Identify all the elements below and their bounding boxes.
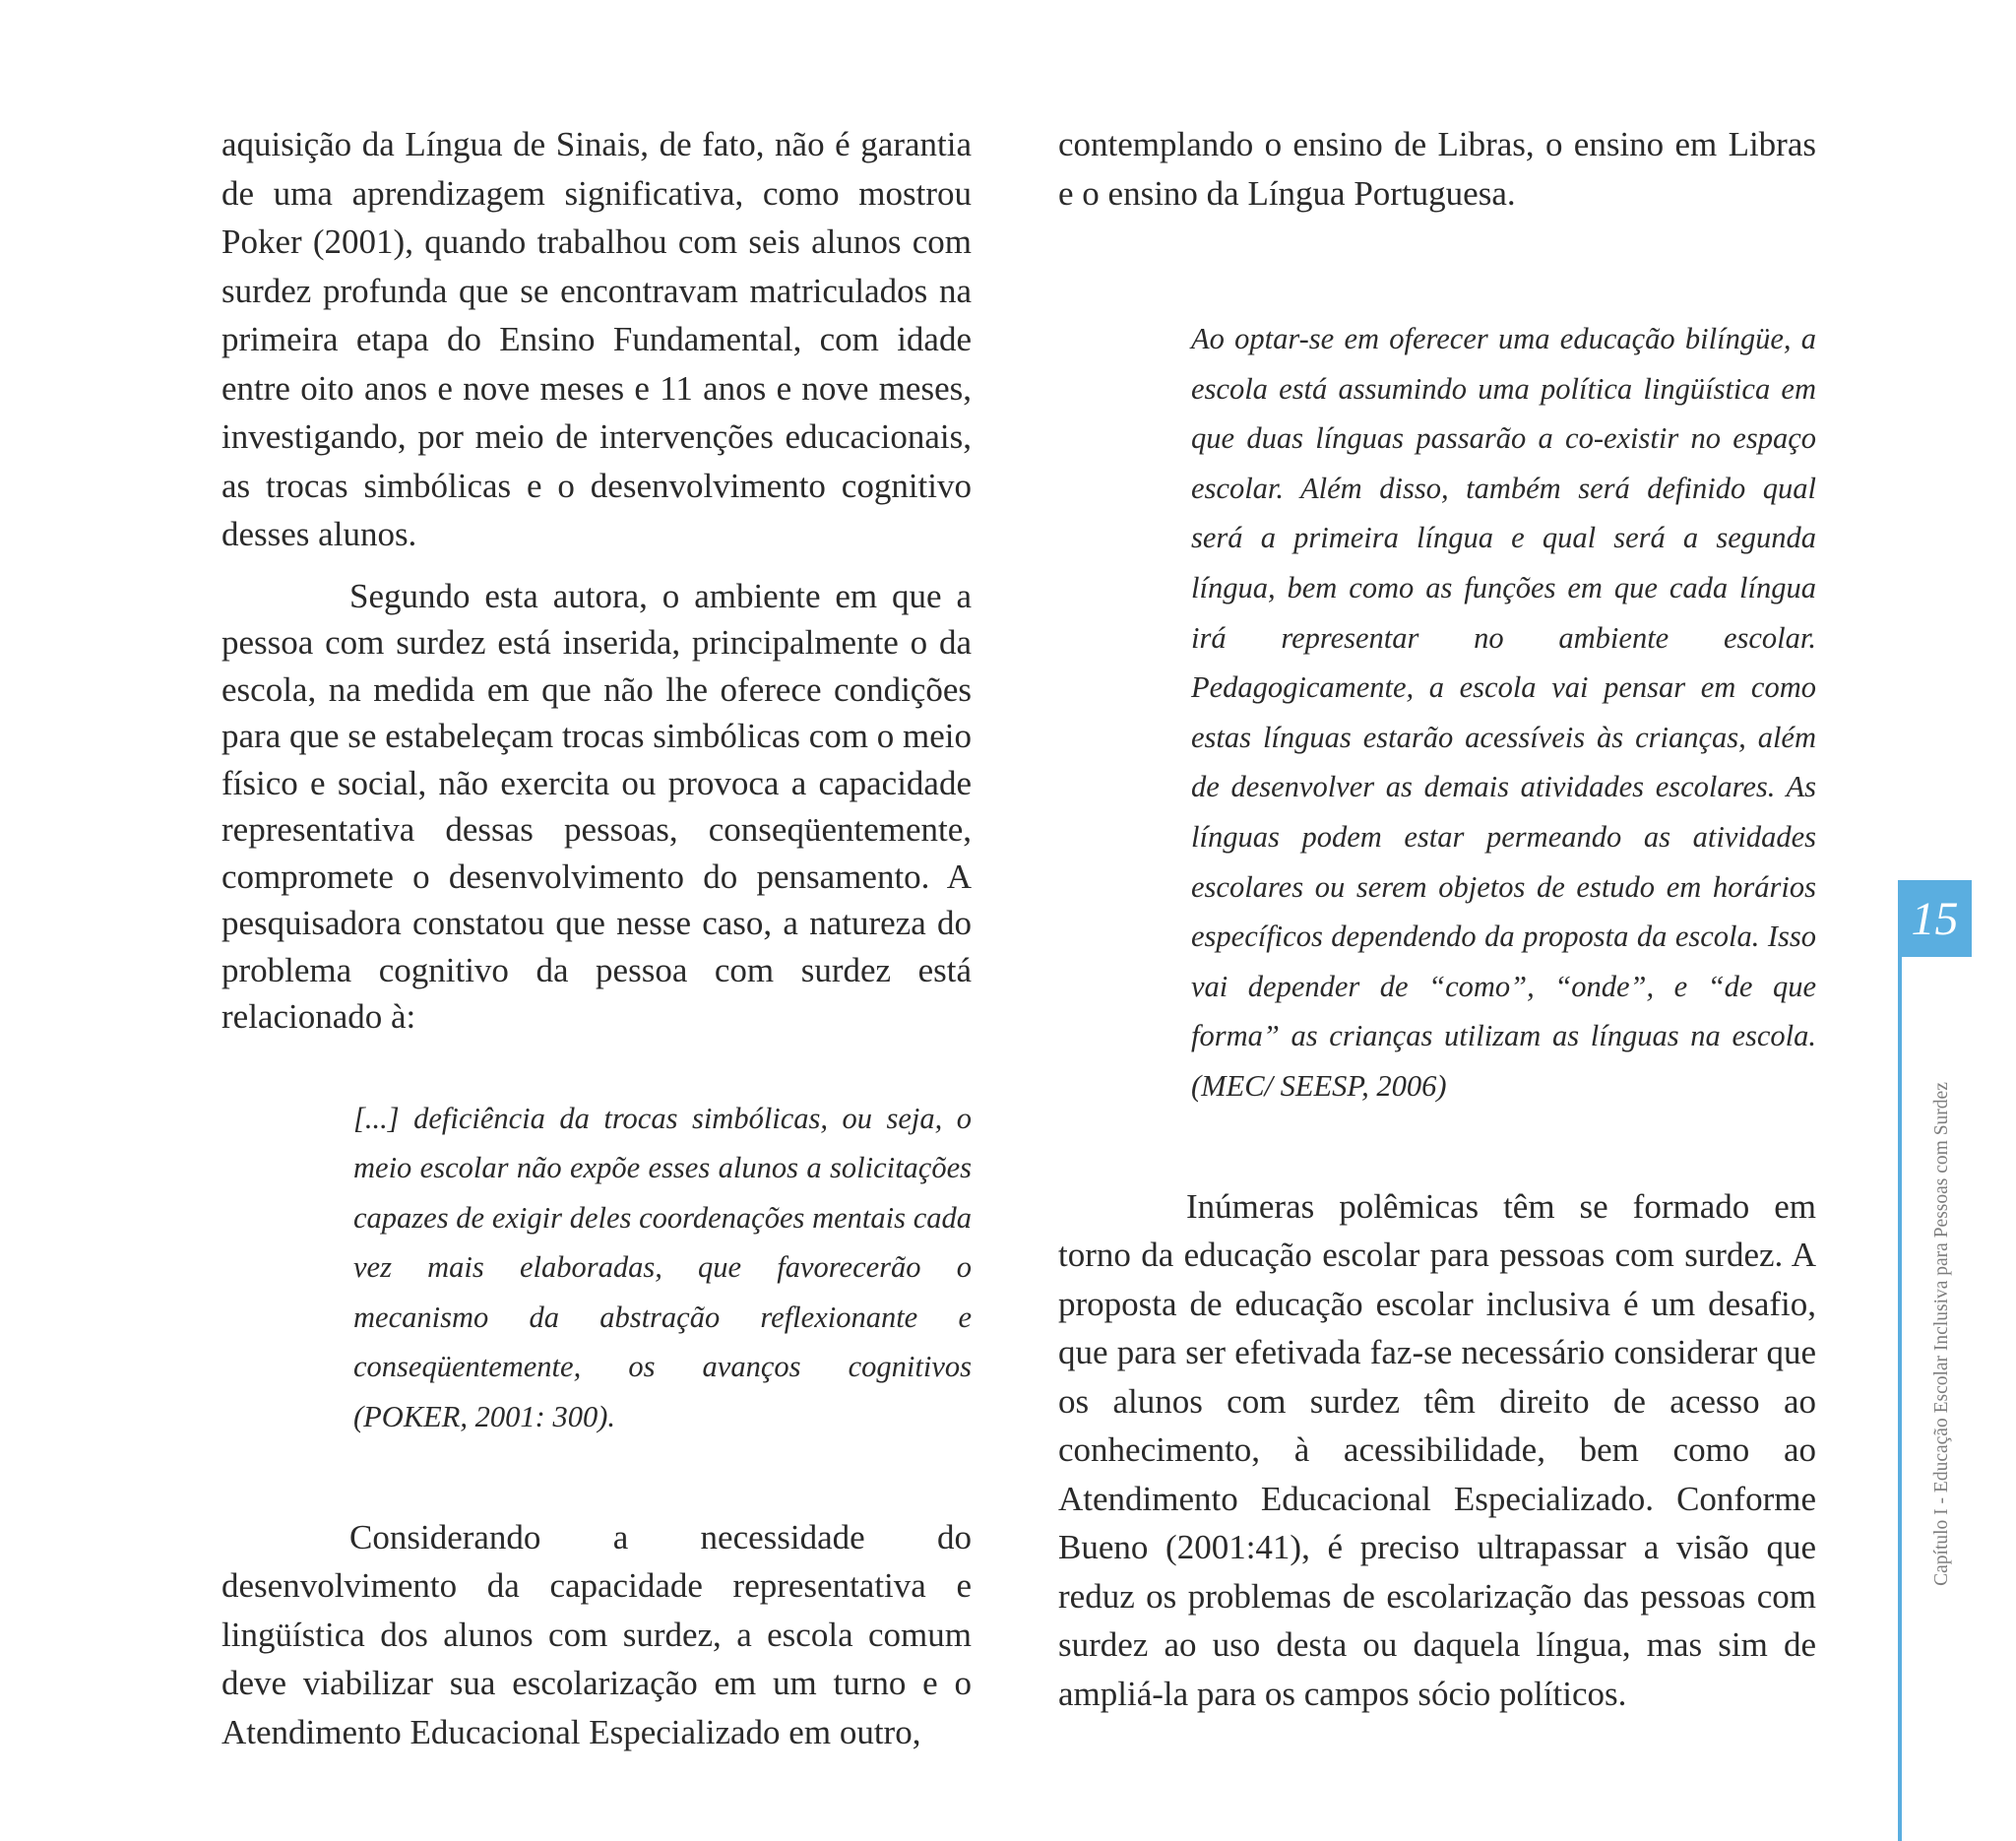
block-quote: Ao optar-se em oferecer uma educação bilíngüe, a escola está assumindo uma política lingüística em que duas línguas passarão a co-existir no espaço escolar. Além disso, também será definido qual será a primeira língua e qual será a segunda língua, bem como as funções em que cada língua irá representar no ambiente escolar. Pedagogicamente, a escola vai pensar em como estas línguas estarão acessíveis às crianças, além de desenvolver as demais atividades escolares. As línguas podem estar permeando as atividades escolares ou serem objetos de estudo em horários específicos dependendo da proposta da escola. Isso vai depender de “como”, “onde”, e “de que forma” as crianças utilizam as línguas na escola. (MEC/ SEESP, 2006) xyxy=(1191,322,1816,1103)
paragraph: Considerando a necessidade do desenvolvimento da capacidade representativa e lingüística dos alunos com surdez, a escola comum deve viabilizar sua escolarização em um turno e o Atendimento Educacional Especializado em outro, xyxy=(221,1517,972,1751)
left-column xyxy=(221,120,972,1756)
running-head-text: Capítulo I - Educação Escolar Inclusiva para Pessoas com Surdez xyxy=(1931,1082,1952,1586)
paragraph: Segundo esta autora, o ambiente em que a pessoa com surdez está inserida, principalmente o da escola, na medida em que não lhe oferece condições para que se estabeleçam trocas simbólicas com o meio físico e social, não exercita ou provoca a capacidade representativa dessas pessoas, conseqüentemente, compromete o desenvolvimento do pensamento. A pesquisadora constatou que nesse caso, a natureza do problema cognitivo da pessoa com surdez está relacionado à: xyxy=(221,576,972,1036)
paragraph: contemplando o ensino de Libras, o ensino em Libras e o ensino da Língua Portuguesa. xyxy=(1058,125,1816,213)
block-quote: [...] deficiência da trocas simbólicas, ou seja, o meio escolar não expõe esses alunos a solicitações capazes de exigir deles coordenações mentais cada vez mais elaboradas, que favorecerão o mecanismo da abstração reflexionante e conseqüentemente, os avanços cognitivos (POKER, 2001: 300). xyxy=(353,1101,972,1434)
running-head xyxy=(1925,1058,1959,1610)
page-number: 15 xyxy=(1898,880,1972,957)
paragraph: aquisição da Língua de Sinais, de fato, não é garantia de uma aprendizagem significativa, como mostrou Poker (2001), quando trabalhou com seis alunos com surdez profunda que se encontravam matriculados na primeira etapa do Ensino Fundamental, com idade entre oito anos e nove meses e 11 anos e nove meses, investigando, por meio de intervenções educacionais, as trocas simbólicas e o desenvolvimento cognitivo desses alunos. xyxy=(221,125,972,553)
paragraph: Inúmeras polêmicas têm se formado em torno da educação escolar para pessoas com surdez. A proposta de educação escolar inclusiva é um desafio, que para ser efetivada faz-se necessário considerar que os alunos com surdez têm direito de acesso ao conhecimento, à acessibilidade, bem como ao Atendimento Educacional Especializado. Conforme Bueno (2001:41), é preciso ultrapassar a visão que reduz os problemas de escolarização das pessoas com surdez ao uso desta ou daquela língua, mas sim de ampliá-la para os campos sócio políticos. xyxy=(1058,1186,1816,1713)
right-column xyxy=(1058,120,1816,1718)
side-rule xyxy=(1898,957,1902,1841)
